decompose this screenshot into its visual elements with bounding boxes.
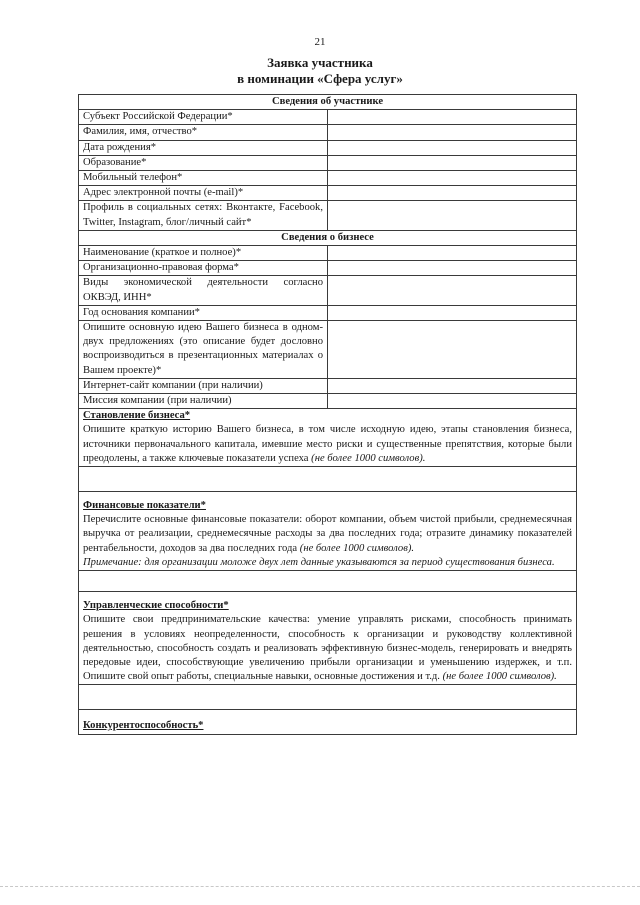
field-value-email[interactable] [328,186,577,201]
form-title-line-1: Заявка участника [267,55,373,70]
participant-section-header: Сведения об участнике [79,95,577,110]
field-label-founding-year: Год основания компании* [79,305,328,320]
field-value-company-name[interactable] [328,246,577,261]
page-number: 21 [314,36,326,48]
field-label-business-idea: Опишите основную идею Вашего бизнеса в одном-двух предложениях (это описание будет дословно воспроизводиться в презентационных материалах о Вашем проекте)* [79,321,328,379]
formation-block-row [79,409,577,467]
form-title-line-2: в номинации «Сфера услуг» [237,71,403,86]
business-section-header-row [79,230,577,245]
field-label-okved-inn: Виды экономической деятельности согласно ОКВЭД, ИНН* [79,276,328,305]
formation-answer-field[interactable] [79,467,577,492]
form-row-business-idea [79,321,577,379]
form-row-region [79,110,577,125]
form-row-mission [79,394,577,409]
formation-limit: (не более 1000 символов). [311,452,426,464]
management-answer-field[interactable] [79,685,577,710]
form-row-education [79,155,577,170]
field-value-okved-inn[interactable] [328,276,577,305]
form-title [0,55,640,87]
financial-answer-row [79,571,577,592]
field-value-legal-form[interactable] [328,261,577,276]
form-row-social-profile [79,201,577,230]
field-label-birth-date: Дата рождения* [79,140,328,155]
form-row-mobile-phone [79,171,577,186]
field-value-birth-date[interactable] [328,140,577,155]
form-row-founding-year [79,305,577,320]
field-label-email: Адрес электронной почты (e-mail)* [79,186,328,201]
financial-block-row [79,492,577,571]
field-label-region: Субъект Российской Федерации* [79,110,328,125]
field-label-education: Образование* [79,155,328,170]
management-answer-row [79,685,577,710]
field-label-website: Интернет-сайт компании (при наличии) [79,378,328,393]
formation-description: Опишите краткую историю Вашего бизнеса, в том числе исходную идею, этапы становления бизнеса, источники первоначального капитала, имевшие место риски и существенные препятствия, которые были преодолены, а также ключевые показатели успеха [83,424,572,464]
field-value-founding-year[interactable] [328,305,577,320]
field-label-mission: Миссия компании (при наличии) [79,394,328,409]
competitiveness-block [79,710,577,734]
field-value-mission[interactable] [328,394,577,409]
financial-limit: (не более 1000 символов). [299,542,414,554]
field-value-education[interactable] [328,155,577,170]
management-description: Опишите свои предпринимательские качества: умение управлять рисками, способность принимать решения в условиях неопределенности, способность к организации и руководству коллективной деятельностью, способность создать и реализовать эффективную бизнес-модель, генерировать и внедрять передовые идеи, способствующие увеличению прибыли организации и уменьшению издержек, и т.п. Опишите свой опыт работы, специальные навыки, основные достижения и т.д. [83,614,572,683]
management-heading: Управленческие способности* [83,600,229,612]
financial-description: Перечислите основные финансовые показатели: оборот компании, объем чистой прибыли, среднемесячная выручка от реализации, среднемесячные расходы за два последних года; отразите динамику показателей рентабельности, доходов за два последних года [83,514,572,554]
formation-heading: Становление бизнеса* [83,410,191,422]
participant-section-header-row [79,95,577,110]
form-row-company-name [79,246,577,261]
form-row-email [79,186,577,201]
form-row-website [79,378,577,393]
management-block-row [79,592,577,685]
financial-note: Примечание: для организации моложе двух лет данные указываются за период существования бизнеса. [83,556,555,568]
field-value-region[interactable] [328,110,577,125]
formation-block [79,409,577,467]
management-block [79,592,577,685]
field-label-mobile-phone: Мобильный телефон* [79,171,328,186]
field-label-legal-form: Организационно-правовая форма* [79,261,328,276]
formation-answer-row [79,467,577,492]
form-row-legal-form [79,261,577,276]
form-row-birth-date [79,140,577,155]
field-value-full-name[interactable] [328,125,577,140]
business-section-header: Сведения о бизнесе [79,230,577,245]
financial-answer-field[interactable] [79,571,577,592]
management-limit: (не более 1000 символов). [442,671,557,683]
field-label-full-name: Фамилия, имя, отчество* [79,125,328,140]
financial-heading: Финансовые показатели* [83,500,206,512]
financial-block [79,492,577,571]
application-form-table [78,94,577,735]
competitiveness-block-row [79,710,577,734]
field-value-social-profile[interactable] [328,201,577,230]
field-label-company-name: Наименование (краткое и полное)* [79,246,328,261]
field-value-website[interactable] [328,378,577,393]
competitiveness-heading: Конкурентоспособность* [83,720,204,732]
page-bottom-rule [0,886,640,887]
form-row-okved-inn [79,276,577,305]
form-row-full-name [79,125,577,140]
field-label-social-profile: Профиль в социальных сетях: Вконтакте, Facebook, Twitter, Instagram, блог/личный сайт* [79,201,328,230]
field-value-business-idea[interactable] [328,321,577,379]
field-value-mobile-phone[interactable] [328,171,577,186]
